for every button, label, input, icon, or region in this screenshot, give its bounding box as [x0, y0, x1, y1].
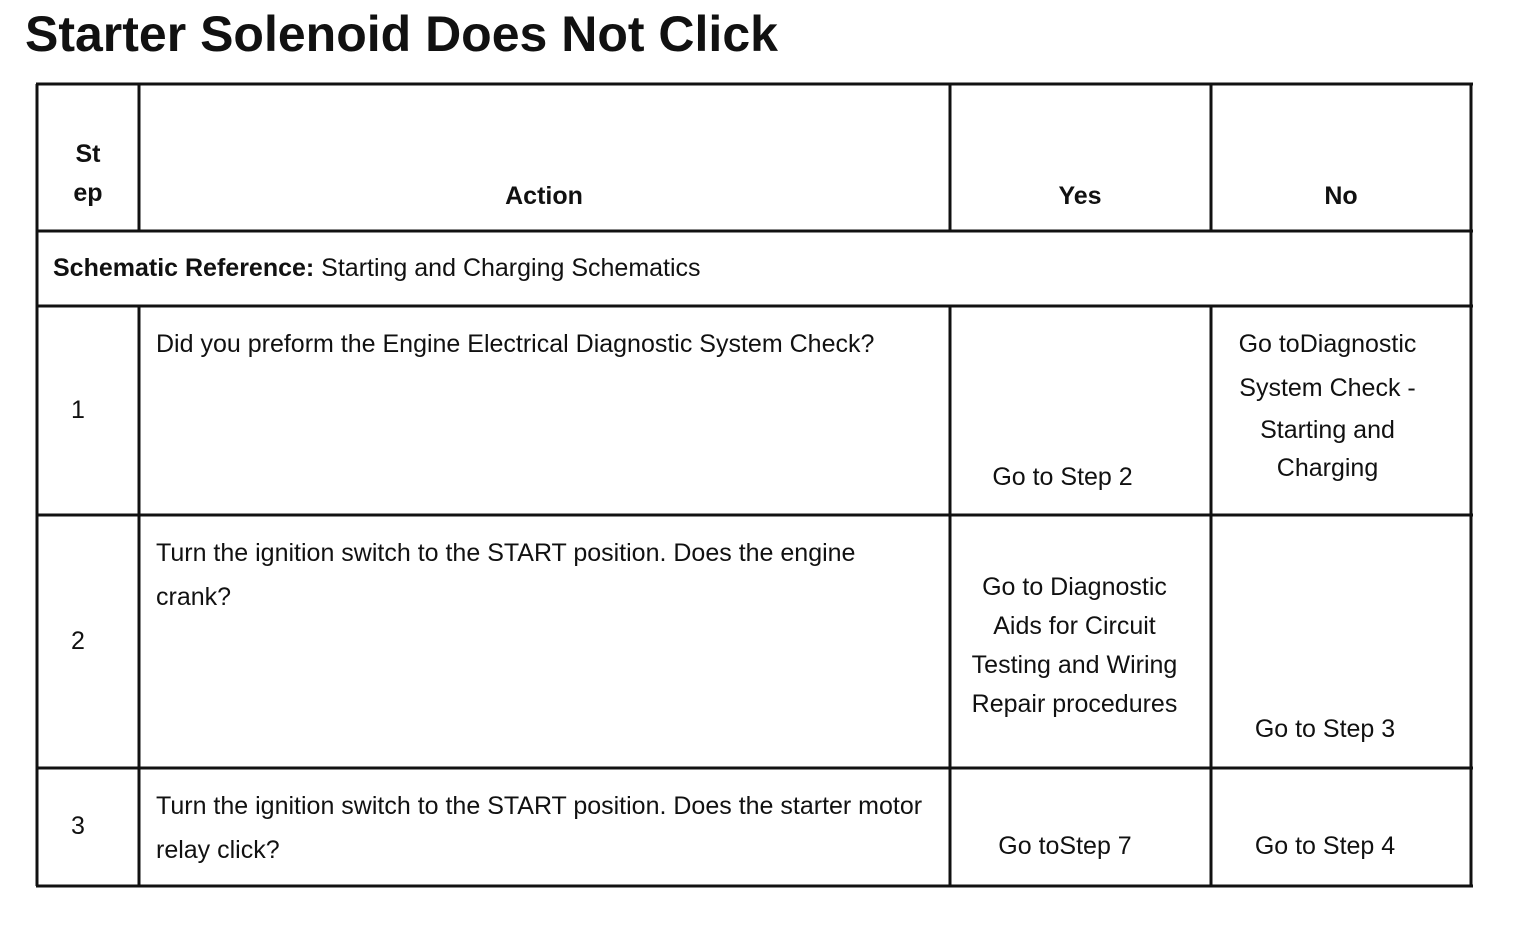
step-number: 2 [71, 627, 85, 655]
step-number: 1 [71, 396, 85, 424]
yes-result-line: Repair procedures [971, 690, 1178, 718]
header-step [38, 135, 138, 213]
yes-result [952, 568, 1197, 724]
header-no: No [1324, 182, 1358, 210]
step-number: 3 [71, 812, 85, 840]
action-text: Turn the ignition switch to the START position. Does the starter motor relay click? [156, 792, 923, 864]
schematic-reference [53, 246, 1453, 290]
no-result: Go to Step 4 [1254, 832, 1396, 860]
no-result-line: Charging [1276, 454, 1379, 482]
page-title: Starter Solenoid Does Not Click [25, 6, 778, 62]
action-text: Turn the ignition switch to the START position. Does the engine crank? [156, 539, 856, 611]
yes-result: Go toStep 7 [998, 832, 1132, 860]
action-text: Did you preform the Engine Electrical Diagnostic System Check? [156, 330, 875, 358]
header-action: Action [505, 182, 583, 210]
header-step-line-2: ep [73, 179, 103, 207]
header-yes: Yes [1058, 182, 1102, 210]
header-step-line-1: St [75, 140, 101, 168]
schematic-reference-label: Schematic Reference: [53, 254, 315, 282]
no-result-line: System Check - [1239, 374, 1416, 402]
yes-result-line: Aids for Circuit [993, 612, 1156, 640]
no-result-line: Starting and [1260, 416, 1395, 444]
no-result-line: Go toDiagnostic [1238, 330, 1417, 358]
yes-result: Go to Step 2 [992, 463, 1133, 491]
schematic-reference-text: Starting and Charging Schematics [314, 254, 701, 282]
yes-result-line: Testing and Wiring [971, 651, 1178, 679]
no-result: Go to Step 3 [1254, 715, 1396, 743]
yes-result-line: Go to Diagnostic [982, 573, 1167, 601]
no-result [1215, 322, 1440, 486]
